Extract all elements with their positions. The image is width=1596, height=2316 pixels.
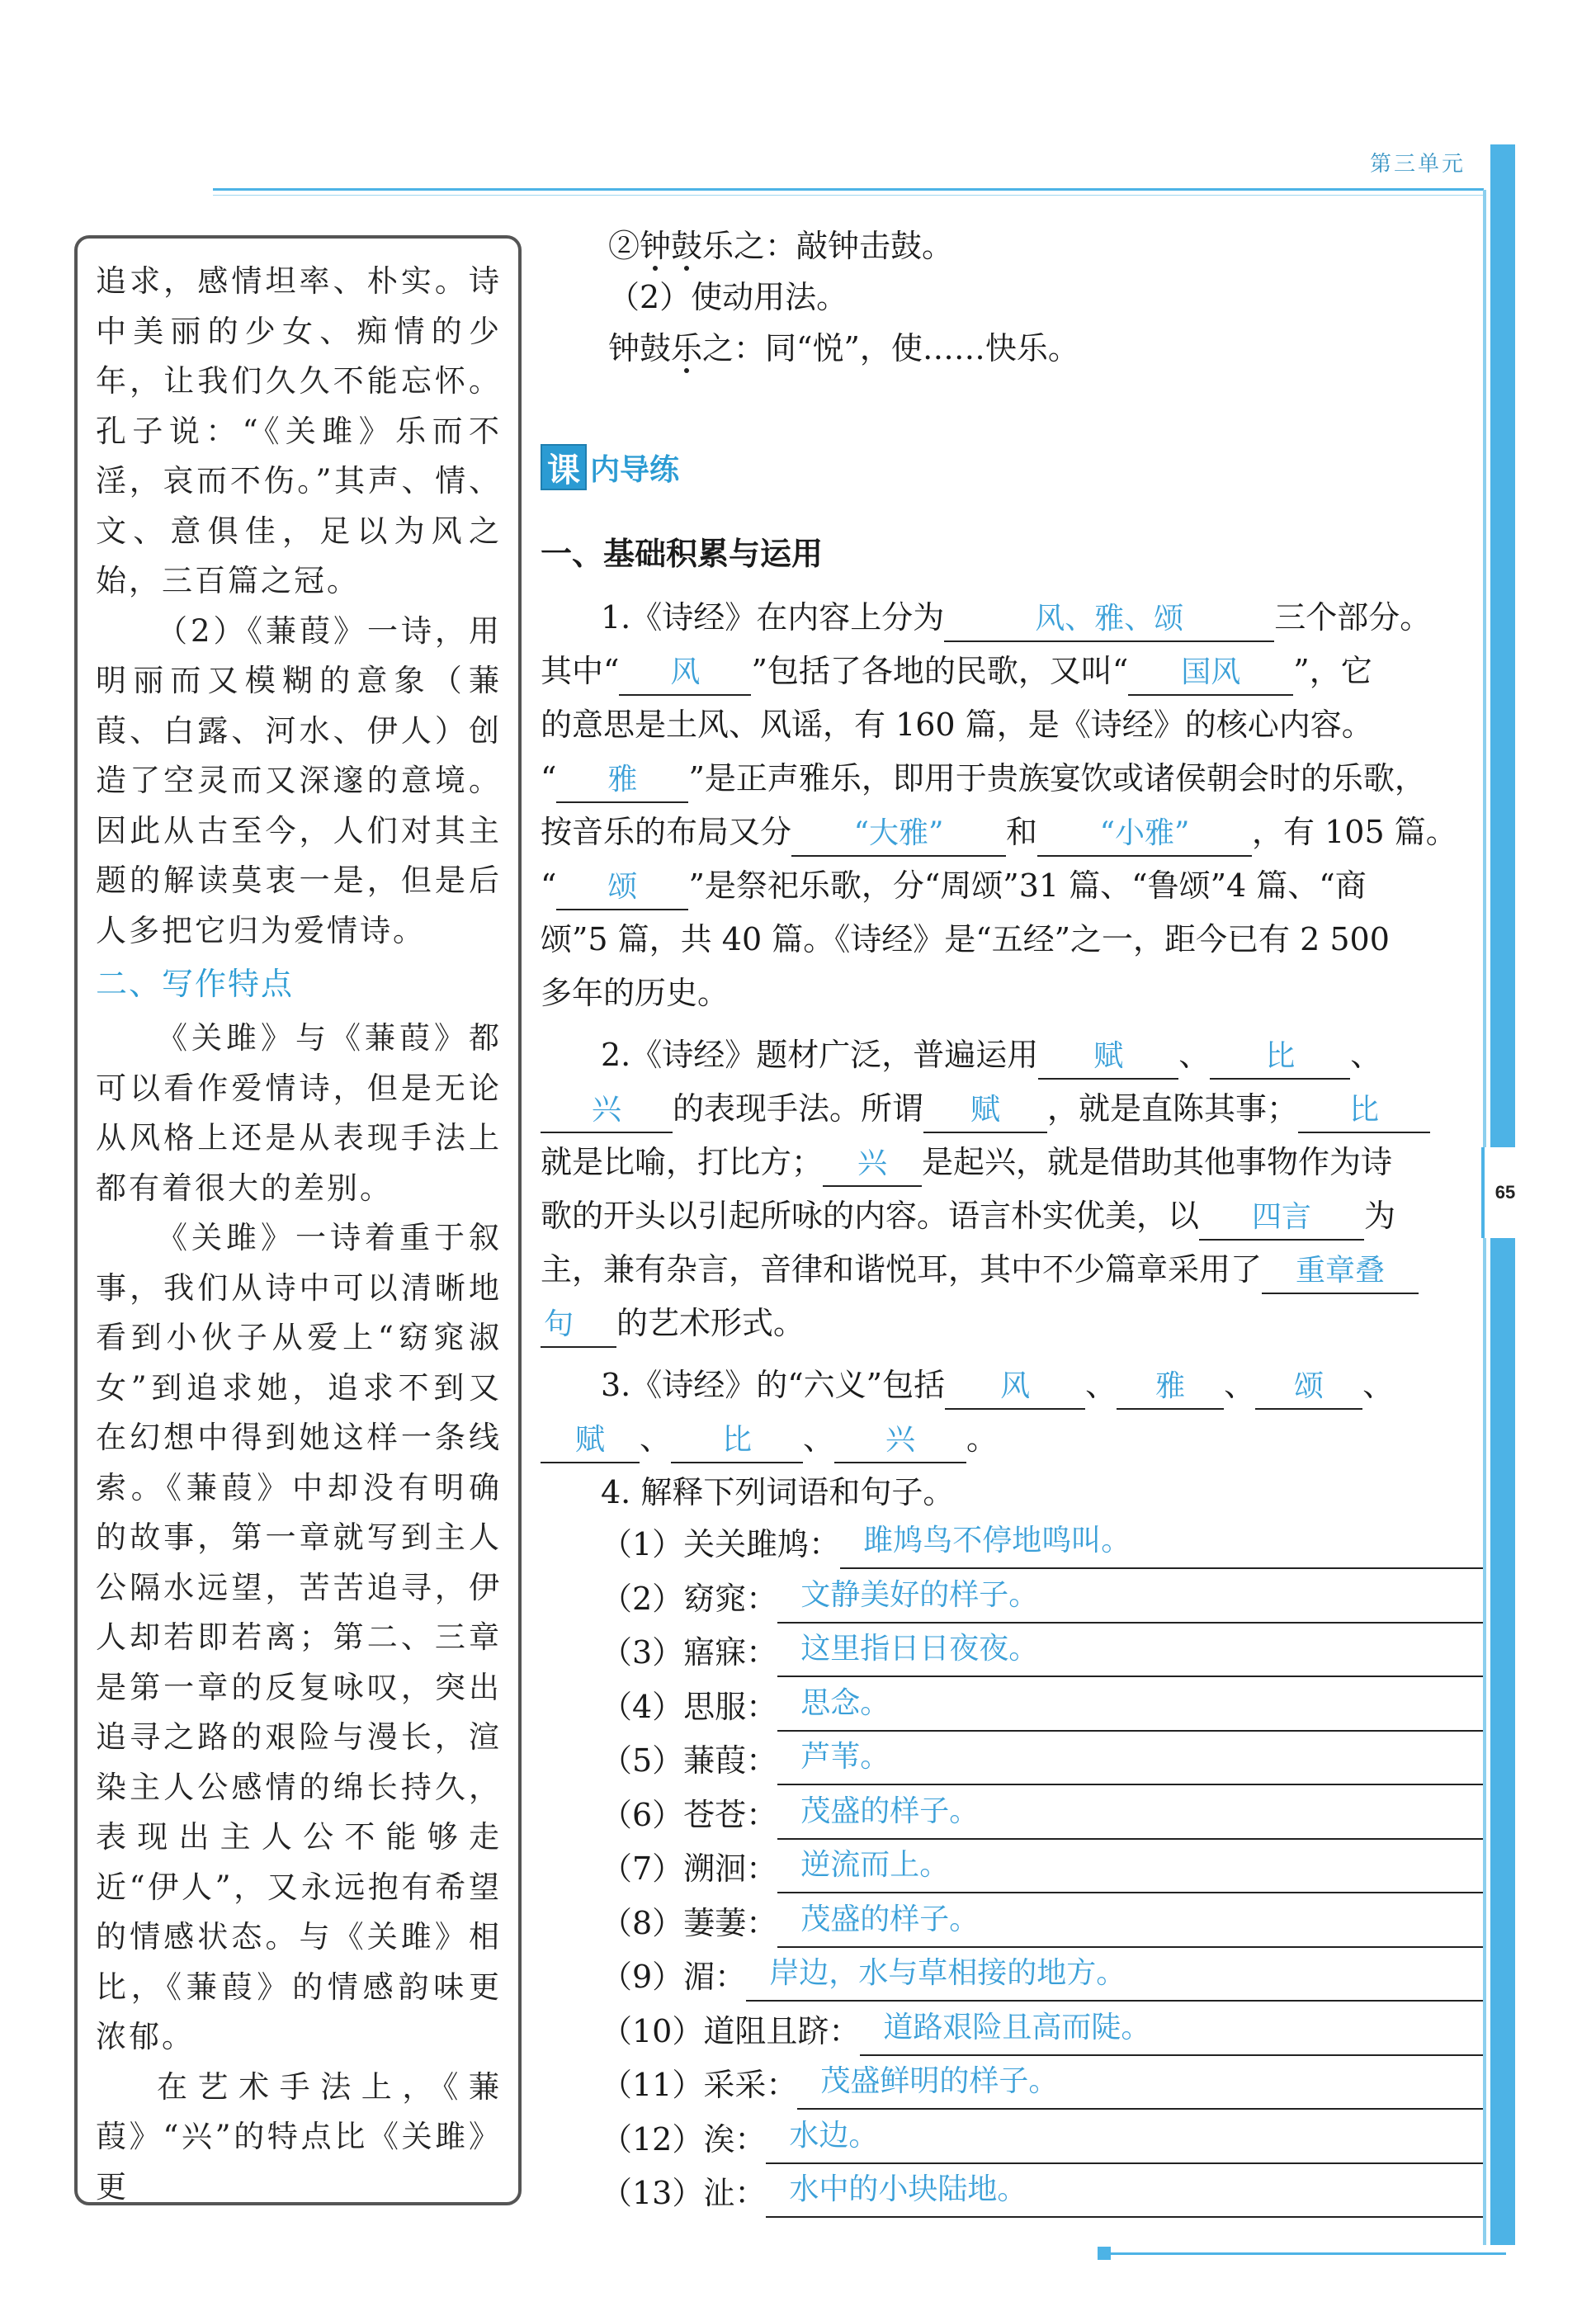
q4-item: [601, 1574, 1483, 1624]
sidebar-paragraph-2: （2）《蒹葭》一诗，用明丽而又模糊的意象（蒹葭、白露、河水、伊人）创造了空灵而又深邃的意境。因此从古至今，人们对其主题的解读莫衷一是，但是后人多把它归为爱情诗。: [96, 612, 502, 948]
q4-item-answer[interactable]: 逆流而上。: [777, 1844, 1483, 1893]
answer-blank[interactable]: 赋: [1038, 1035, 1178, 1080]
q4-item: [601, 1898, 1483, 1948]
badge-title: 内导练: [590, 452, 680, 487]
answer-blank[interactable]: 比: [1298, 1089, 1430, 1133]
answer-blank[interactable]: 四言: [1199, 1196, 1364, 1241]
answer-blank[interactable]: 赋: [541, 1419, 640, 1463]
q2-line-2: 兴 的表现手法。所谓 赋 ，就是直陈其事； 比: [541, 1084, 1430, 1133]
q2-line-6: 句 的艺术形式。: [541, 1298, 805, 1348]
q4-item-label: （2）窈窕：: [601, 1580, 778, 1617]
q4-item-answer[interactable]: 这里指日日夜夜。: [777, 1628, 1483, 1677]
q1-line-7: 颂”5 篇，共 40 篇。《诗经》是“五经”之一，距今已有 2 500: [541, 921, 1390, 957]
usage-line-3: 钟鼓乐之：同“悦”，使……快乐。: [608, 330, 1079, 366]
q1-line-8: 多年的历史。: [541, 975, 730, 1011]
q4-item: [601, 1682, 1483, 1732]
q1-line-1: 1.《诗经》在内容上分为 风、雅、颂 三个部分。: [601, 593, 1431, 642]
q4-item-label: （11）采采：: [601, 2067, 798, 2103]
q1-line-4: “ 雅 ”是正声雅乐，即用于贵族宴饮或诸侯朝会时的乐歌，: [541, 754, 1426, 803]
q4-item-answer[interactable]: 岸边，水与草相接的地方。: [746, 1952, 1483, 2002]
q4-item-label: （9）湄：: [601, 1959, 747, 1995]
q4-item-label: （10）道阻且跻：: [601, 2012, 861, 2049]
q3-line-2: 赋 、 比 、 兴 。: [541, 1414, 998, 1463]
answer-blank[interactable]: 颂: [1255, 1365, 1362, 1410]
q4-item-answer[interactable]: 思念。: [777, 1682, 1483, 1732]
q4-item-answer[interactable]: 水中的小块陆地。: [766, 2168, 1483, 2218]
top-rule: [213, 188, 1484, 191]
q4-item-answer[interactable]: 文静美好的样子。: [777, 1574, 1483, 1624]
q1-line-2: 其中“ 风 ”包括了各地的民歌，又叫“ 国风 ”，它: [541, 646, 1372, 696]
answer-blank[interactable]: 兴: [541, 1089, 673, 1133]
emphasis-char: 乐: [671, 330, 703, 366]
q1-line-6: “ 颂 ”是祭祀乐歌，分“周颂”31 篇、“鲁颂”4 篇、“商: [541, 861, 1367, 910]
answer-blank[interactable]: “小雅”: [1037, 812, 1252, 857]
q4-item: [601, 2168, 1483, 2218]
q4-item: [601, 1520, 1483, 1569]
q4-item-answer[interactable]: 茂盛的样子。: [777, 1790, 1483, 1840]
answer-blank[interactable]: 比: [671, 1419, 803, 1463]
q4-item: [601, 1952, 1483, 2002]
q1-line-3: 的意思是土风、风谣，有 160 篇，是《诗经》的核心内容。: [541, 707, 1373, 743]
answer-blank[interactable]: 雅: [556, 759, 688, 803]
usage-line-2: （2）使动用法。: [608, 279, 848, 315]
q4-item: [601, 2060, 1483, 2110]
answer-blank[interactable]: 句: [541, 1303, 616, 1348]
q4-item-label: （5）蒹葭：: [601, 1742, 778, 1779]
q2-line-4: 歌的开头以引起所咏的内容。语言朴实优美，以 四言 为: [541, 1191, 1395, 1241]
q4-item-answer[interactable]: 茂盛鲜明的样子。: [797, 2060, 1483, 2110]
answer-blank[interactable]: 比: [1210, 1035, 1350, 1080]
badge-icon: 课: [541, 444, 587, 490]
q4-item-label: （3）寤寐：: [601, 1634, 778, 1671]
usage-line-1: ②钟鼓乐之：敲钟击鼓。: [608, 228, 954, 264]
q4-item-label: （4）思服：: [601, 1688, 778, 1725]
section-heading: 一、基础积累与运用: [541, 536, 824, 572]
sidebar-heading: 二、写作特点: [96, 967, 295, 1002]
unit-label: 第三单元: [1370, 152, 1466, 177]
section-badge: [541, 444, 679, 490]
sidebar-paragraph-4: 《关雎》一诗着重于叙事，我们从诗中可以清晰地看到小伙子从爱上“窈窕淑女”到追求她，追求不到又在幻想中得到她这样一条线索。《蒹葭》中却没有明确的故事，第一章就写到主人公隔水远望，苦苦追寻，伊人却若即若离；第二、三章是第一章的反复咏叹，突出追寻之路的艰险与漫长，渲染主人公感情的绵长持久，表现出主人公不能够走近“伊人”，又永远抱有希望的情感状态。与《关雎》相比，《蒹葭》的情感韵味更浓郁。: [96, 1220, 502, 2054]
q4-item: [601, 2006, 1483, 2056]
q4-title: 4. 解释下列词语和句子。: [601, 1474, 955, 1510]
q4-item-label: （1）关关雎鸠：: [601, 1526, 841, 1562]
answer-blank[interactable]: 兴: [834, 1419, 966, 1463]
q3-line-1: 3.《诗经》的“六义”包括 风 、 雅 、 颂 、: [601, 1360, 1394, 1410]
emphasis-char: 鼓: [671, 228, 703, 264]
top-rule-thin: [213, 195, 1484, 196]
q4-item-answer[interactable]: 雎鸠鸟不停地鸣叫。: [840, 1520, 1483, 1569]
sidebar-paragraph-5: 在艺术手法上，《蒹葭》“兴”的特点比《关雎》更: [96, 2068, 502, 2205]
answer-blank[interactable]: 赋: [923, 1089, 1047, 1133]
q4-item: [601, 1628, 1483, 1677]
q4-item-label: （8）萋萋：: [601, 1904, 778, 1941]
q4-item: [601, 1790, 1483, 1840]
answer-blank[interactable]: 风: [945, 1365, 1085, 1410]
answer-blank[interactable]: 兴: [823, 1142, 922, 1187]
bottom-rule: [1110, 2252, 1506, 2255]
answer-blank[interactable]: 颂: [556, 866, 688, 910]
q4-item-answer[interactable]: 水边。: [766, 2115, 1483, 2164]
sidebar-paragraph-1: 追求，感情坦率、朴实。诗中美丽的少女、痴情的少年，让我们久久不能忘怀。孔子说：“《关雎》乐而不淫，哀而不伤。”其声、情、文、意俱佳，足以为风之始，三百篇之冠。: [96, 263, 502, 598]
q4-item-label: （6）苍苍：: [601, 1796, 778, 1833]
q4-item-answer[interactable]: 道路艰险且高而陡。: [860, 2006, 1483, 2056]
answer-blank[interactable]: 风: [619, 651, 751, 696]
q4-item: [601, 1736, 1483, 1785]
answer-blank[interactable]: 国风: [1128, 651, 1293, 696]
q2-line-3: 就是比喻，打比方； 兴 是起兴，就是借助其他事物作为诗: [541, 1137, 1392, 1187]
bottom-square: [1098, 2247, 1111, 2260]
q4-item-answer[interactable]: 茂盛的样子。: [777, 1898, 1483, 1948]
q4-item: [601, 1844, 1483, 1893]
answer-blank[interactable]: “大雅”: [791, 812, 1006, 857]
page-number: 65: [1481, 1147, 1526, 1238]
answer-blank[interactable]: 重章叠: [1262, 1250, 1419, 1294]
answer-blank[interactable]: 雅: [1117, 1365, 1224, 1410]
emphasis-char: 钟: [640, 228, 672, 264]
q4-item: [601, 2115, 1483, 2164]
answer-blank[interactable]: 风、雅、颂: [944, 598, 1274, 642]
q1-line-5: 按音乐的布局又分 “大雅” 和 “小雅” ，有 105 篇。: [541, 807, 1457, 857]
q4-item-label: （12）涘：: [601, 2120, 767, 2158]
q4-item-label: （13）沚：: [601, 2175, 767, 2211]
q4-item-answer[interactable]: 芦苇。: [777, 1736, 1483, 1785]
sidebar-box: [74, 235, 522, 2205]
sidebar-paragraph-3: 《关雎》与《蒹葭》都可以看作爱情诗，但是无论从风格上还是从表现手法上都有着很大的差别。: [96, 1020, 502, 1206]
q2-line-1: 2.《诗经》题材广泛，普遍运用 赋 、 比 、: [601, 1030, 1381, 1080]
q4-item-label: （7）溯洄：: [601, 1850, 778, 1887]
q2-line-5: 主，兼有杂言，音律和谐悦耳，其中不少篇章采用了 重章叠: [541, 1245, 1419, 1294]
